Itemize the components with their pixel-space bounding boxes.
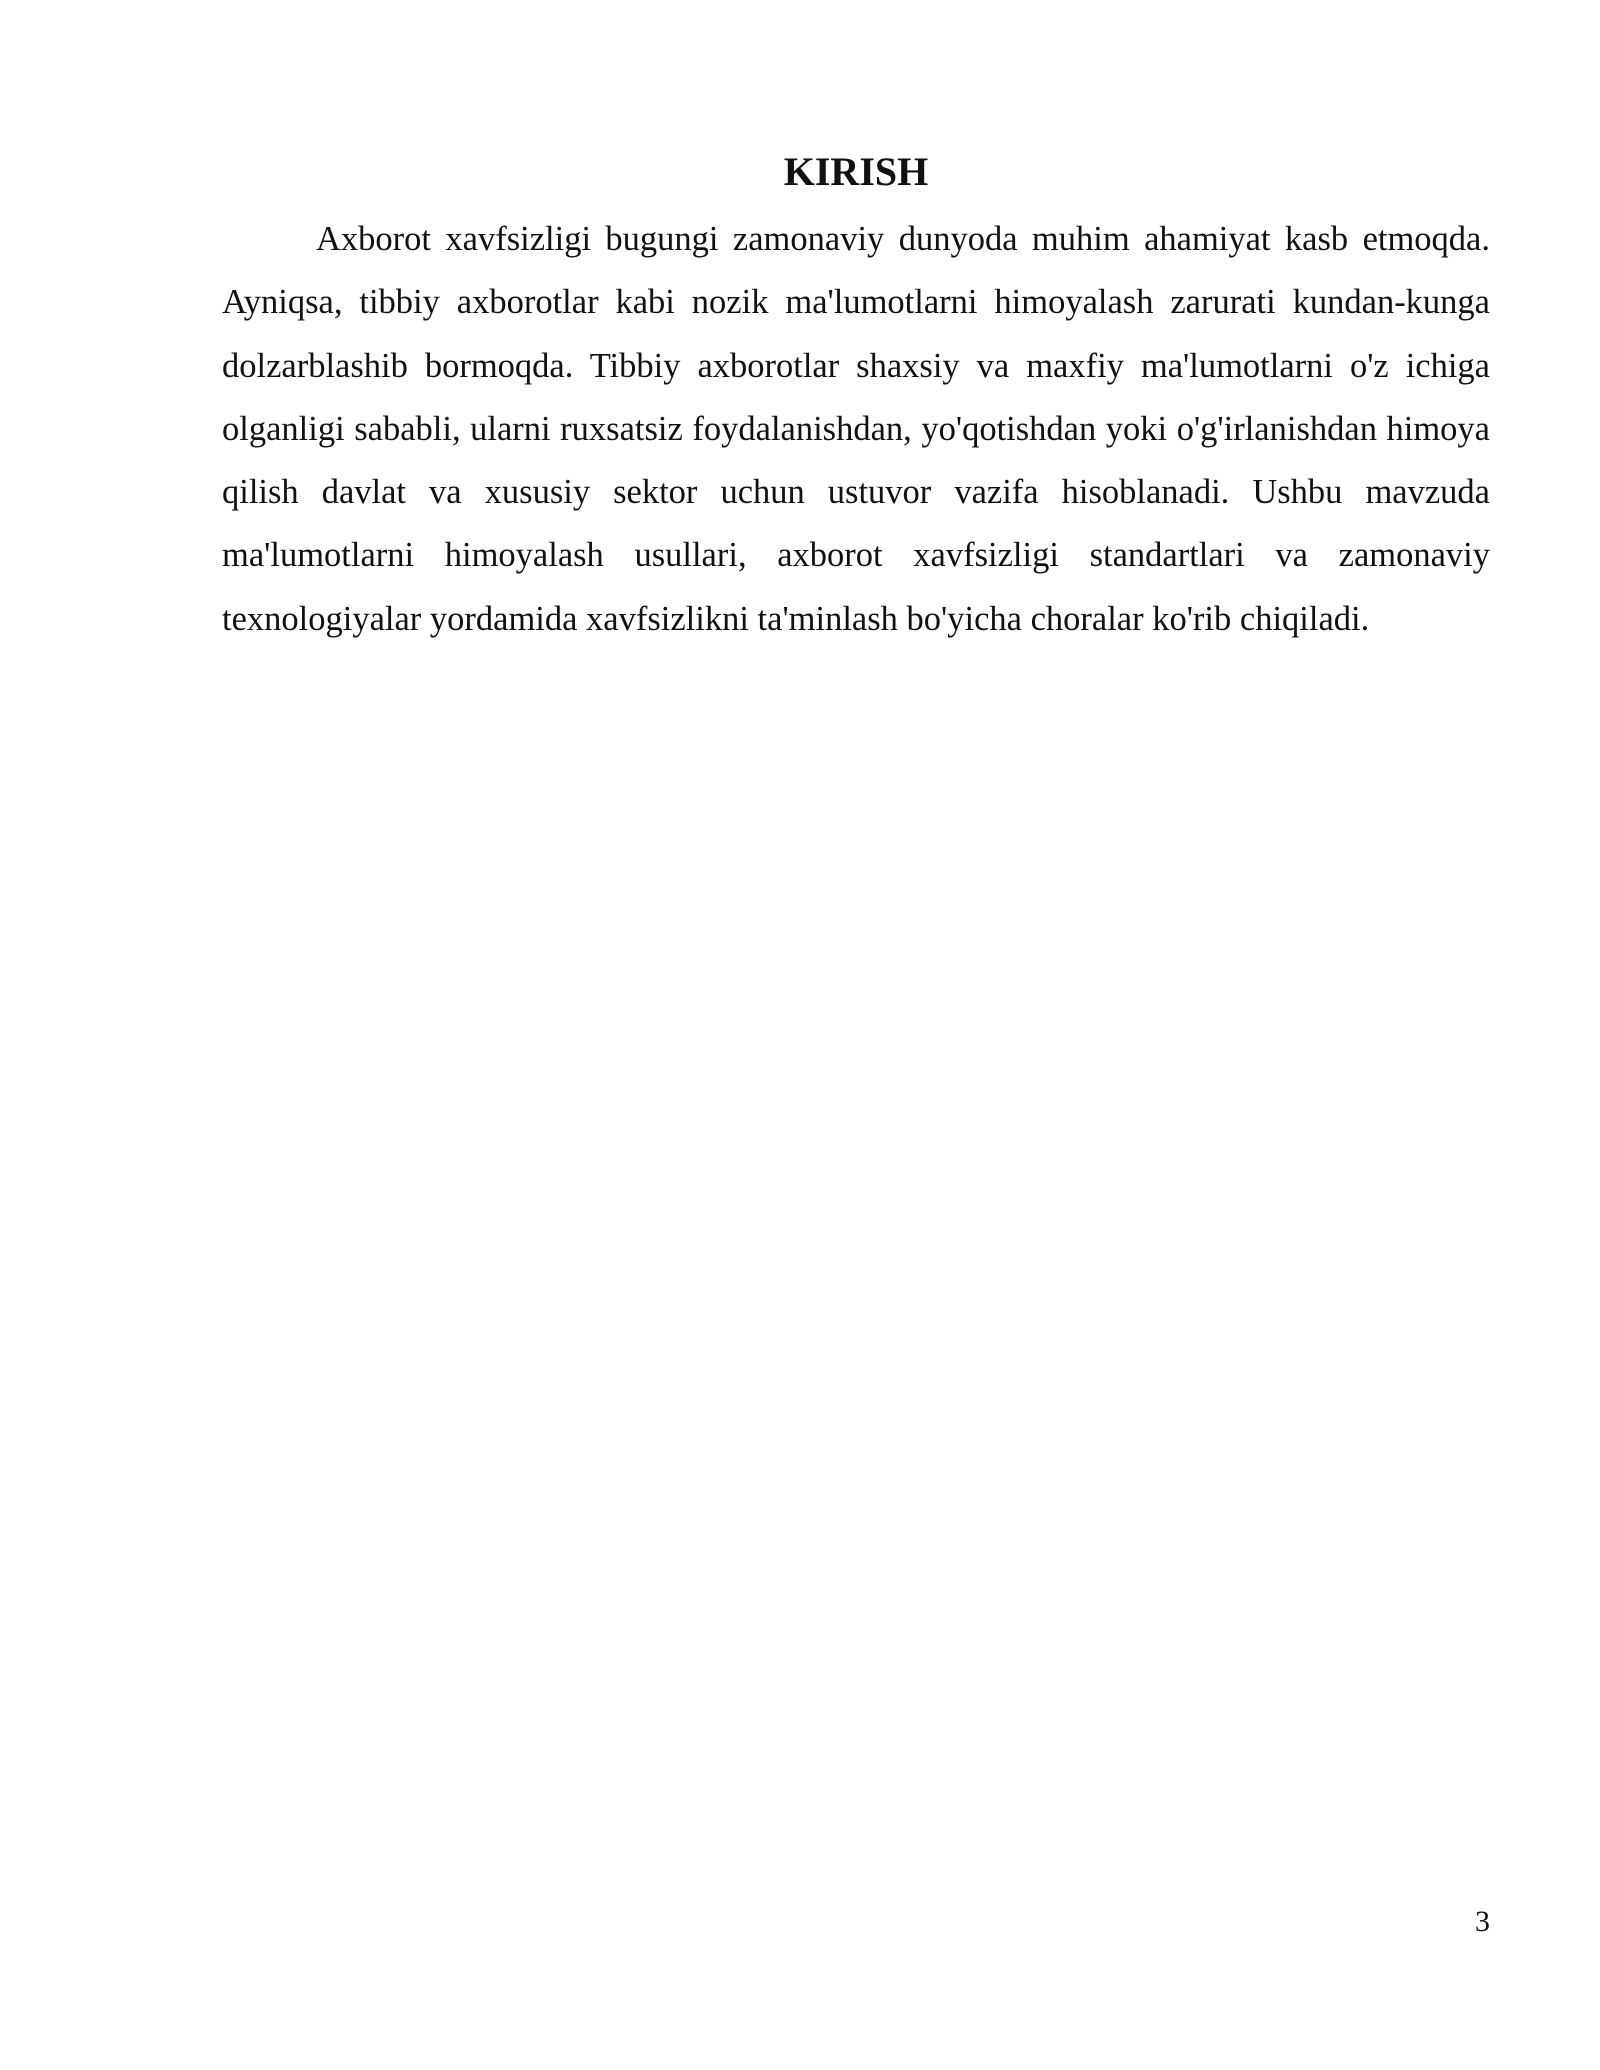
page-number: 3	[1475, 1905, 1490, 1938]
intro-paragraph: Axborot xavfsizligi bugungi zamonaviy dunyoda muhim ahamiyat kasb etmoqda. Ayniqsa, tibbiy axborotlar kabi nozik ma'lumotlarni himoyalash zarurati kundan-kunga dolzarblashib bormoqda. Tibbiy axborotlar shaxsiy va maxfiy ma'lumotlarni o'z ichiga olganligi sababli, ularni ruxsatsiz foydalanishdan, yo'qotishdan yoki o'g'irlanishdan himoya qilish davlat va xususiy sektor uchun ustuvor vazifa hisoblanadi. Ushbu mavzuda ma'lumotlarni himoyalash usullari, axborot xavfsizligi standartlari va zamonaviy texnologiyalar yordamida xavfsizlikni ta'minlash bo'yicha choralar ko'rib chiqiladi.	[222, 220, 1490, 638]
page-title: KIRISH	[783, 149, 929, 194]
